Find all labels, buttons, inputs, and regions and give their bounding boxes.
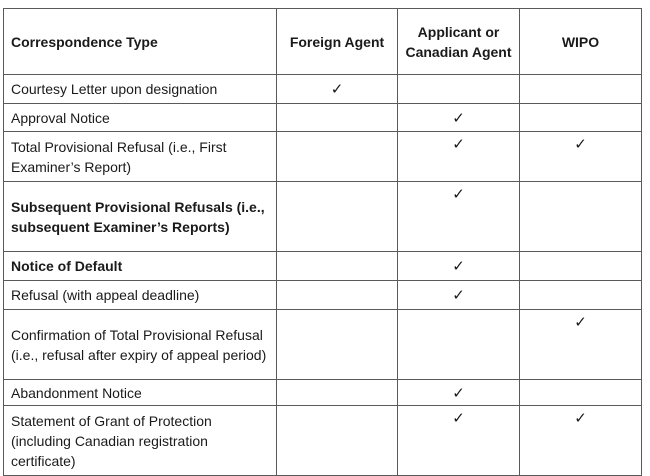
wipo-check-cell — [520, 252, 642, 281]
table-row — [4, 104, 642, 132]
wipo-check-cell — [520, 75, 642, 104]
applicant-check-icon: ✓ — [398, 406, 520, 476]
applicant-check-icon: ✓ — [398, 380, 520, 406]
applicant-check-cell — [398, 310, 520, 380]
foreign-agent-check-cell — [277, 406, 398, 476]
foreign-agent-check-cell — [277, 380, 398, 406]
wipo-check-cell — [520, 104, 642, 132]
correspondence-table — [3, 8, 642, 476]
foreign-agent-check-cell — [277, 104, 398, 132]
applicant-check-icon: ✓ — [398, 104, 520, 132]
table-row — [4, 380, 642, 406]
header-applicant-canadian-agent: Applicant or Canadian Agent — [398, 9, 520, 75]
row-label: Refusal (with appeal deadline) — [4, 281, 277, 310]
applicant-check-icon: ✓ — [398, 281, 520, 310]
foreign-agent-check-icon: ✓ — [277, 75, 398, 104]
table-row — [4, 182, 642, 252]
applicant-check-icon: ✓ — [398, 252, 520, 281]
wipo-check-cell — [520, 281, 642, 310]
foreign-agent-check-cell — [277, 252, 398, 281]
table-row — [4, 132, 642, 182]
applicant-check-icon: ✓ — [398, 132, 520, 182]
row-label: Abandonment Notice — [4, 380, 277, 406]
foreign-agent-check-cell — [277, 182, 398, 252]
row-label: Subsequent Provisional Refusals (i.e., subsequent Examiner’s Reports) — [4, 182, 277, 252]
wipo-check-cell — [520, 380, 642, 406]
foreign-agent-check-cell — [277, 281, 398, 310]
row-label: Approval Notice — [4, 104, 277, 132]
foreign-agent-check-cell — [277, 132, 398, 182]
table-row — [4, 75, 642, 104]
applicant-check-icon: ✓ — [398, 182, 520, 252]
wipo-check-cell — [520, 182, 642, 252]
row-label: Courtesy Letter upon designation — [4, 75, 277, 104]
foreign-agent-check-cell — [277, 310, 398, 380]
wipo-check-icon: ✓ — [520, 310, 642, 380]
header-foreign-agent: Foreign Agent — [277, 9, 398, 75]
header-wipo: WIPO — [520, 9, 642, 75]
header-correspondence-type: Correspondence Type — [4, 9, 277, 75]
row-label: Statement of Grant of Protection (including Canadian registration certificate) — [4, 406, 277, 476]
row-label: Notice of Default — [4, 252, 277, 281]
wipo-check-icon: ✓ — [520, 132, 642, 182]
applicant-check-cell — [398, 75, 520, 104]
table-row — [4, 252, 642, 281]
wipo-check-icon: ✓ — [520, 406, 642, 476]
table-row — [4, 281, 642, 310]
table-header-row — [4, 9, 642, 75]
table-row — [4, 310, 642, 380]
table-row — [4, 406, 642, 476]
correspondence-table-container — [3, 8, 642, 476]
row-label: Confirmation of Total Provisional Refusal (i.e., refusal after expiry of appeal period) — [4, 310, 277, 380]
row-label: Total Provisional Refusal (i.e., First Examiner’s Report) — [4, 132, 277, 182]
